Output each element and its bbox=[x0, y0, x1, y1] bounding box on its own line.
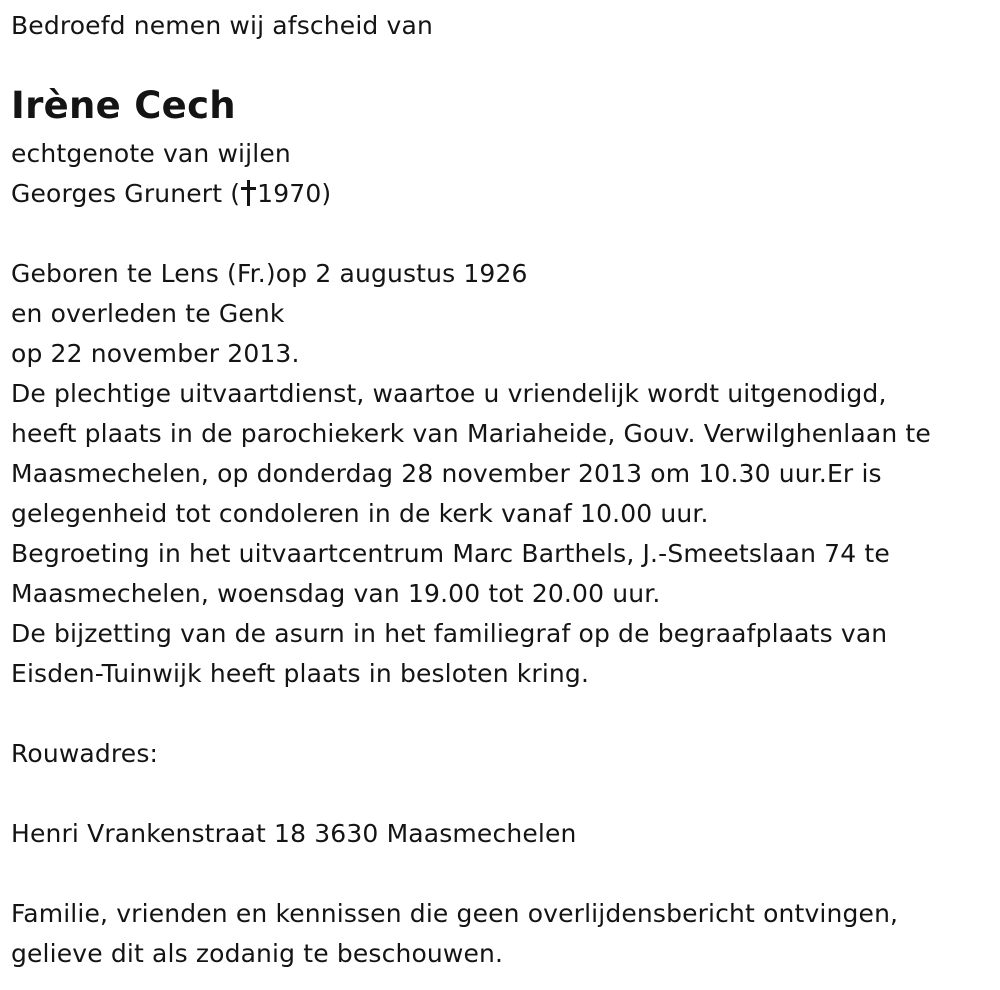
spouse-block bbox=[11, 134, 331, 214]
closing-block bbox=[11, 894, 898, 974]
text-line: Eisden-Tuinwijk heeft plaats in besloten kring. bbox=[11, 659, 590, 688]
closing-line: gelieve dit als zodanig te beschouwen. bbox=[11, 939, 504, 968]
address-label: Rouwadres: bbox=[11, 739, 159, 768]
text-line: heeft plaats in de parochiekerk van Mariaheide, Gouv. Verwilghenlaan te bbox=[11, 419, 931, 448]
text-line: Maasmechelen, op donderdag 28 november 2013 om 10.30 uur.Er is bbox=[11, 459, 882, 488]
deceased-name: Irène Cech bbox=[11, 84, 236, 127]
text-line: De bijzetting van de asurn in het familiegraf op de begraafplaats van bbox=[11, 619, 888, 648]
intro-text: Bedroefd nemen wij afscheid van bbox=[11, 11, 433, 40]
address-block bbox=[11, 814, 577, 854]
spouse-name-text: Georges Grunert ( bbox=[11, 179, 241, 208]
text-line: en overleden te Genk bbox=[11, 299, 285, 328]
address-label-block bbox=[11, 734, 158, 774]
spouse-line-2 bbox=[11, 174, 331, 214]
spouse-death-year: 1970) bbox=[257, 179, 332, 208]
text-line: op 22 november 2013. bbox=[11, 339, 300, 368]
address-text: Henri Vrankenstraat 18 3630 Maasmechelen bbox=[11, 819, 577, 848]
text-line: De plechtige uitvaartdienst, waartoe u vriendelijk wordt uitgenodigd, bbox=[11, 379, 887, 408]
cross-icon bbox=[241, 180, 256, 206]
closing-line: Familie, vrienden en kennissen die geen overlijdensbericht ontvingen, bbox=[11, 899, 899, 928]
text-line: gelegenheid tot condoleren in de kerk vanaf 10.00 uur. bbox=[11, 499, 709, 528]
text-line: Geboren te Lens (Fr.)op 2 augustus 1926 bbox=[11, 259, 528, 288]
main-text-block bbox=[11, 254, 931, 694]
text-line: Begroeting in het uitvaartcentrum Marc Barthels, J.-Smeetslaan 74 te bbox=[11, 539, 890, 568]
spouse-line-1: echtgenote van wijlen bbox=[11, 139, 291, 168]
text-line: Maasmechelen, woensdag van 19.00 tot 20.00 uur. bbox=[11, 579, 661, 608]
